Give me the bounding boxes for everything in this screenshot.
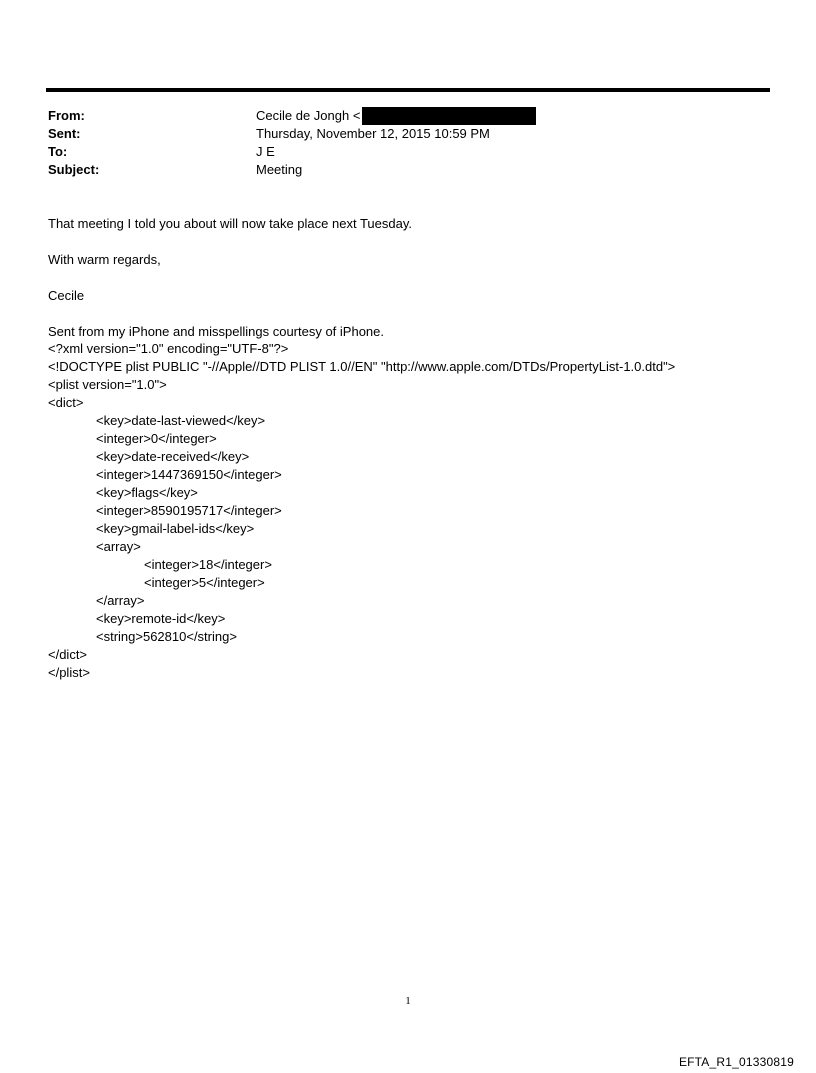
body-line-signature: Cecile [48,288,85,303]
redaction-block [362,107,536,125]
subject-value: Meeting [256,162,303,177]
plist-line: <array> [96,539,141,554]
page-number: 1 [405,995,411,1007]
sent-value: Thursday, November 12, 2015 10:59 PM [256,126,490,141]
plist-line: <key>gmail-label-ids</key> [96,521,255,536]
plist-line: <plist version="1.0"> [48,377,167,392]
plist-line: <string>562810</string> [96,629,237,644]
plist-line: </dict> [48,647,88,662]
sent-label: Sent: [48,126,81,141]
subject-label: Subject: [48,162,100,177]
plist-line: <integer>18</integer> [144,557,272,572]
body-line-message: That meeting I told you about will now take place next Tuesday. [48,216,412,231]
plist-line: <key>remote-id</key> [96,611,226,626]
from-label: From: [48,108,85,123]
plist-line: </plist> [48,665,90,680]
from-value [256,107,536,125]
body-line-closing: With warm regards, [48,252,161,267]
plist-line: <key>flags</key> [96,485,198,500]
from-sender: Cecile de Jongh < [256,108,361,123]
plist-line: <!DOCTYPE plist PUBLIC "-//Apple//DTD PLIST 1.0//EN" "http://www.apple.com/DTDs/PropertyList-1.0.dtd"> [48,359,676,374]
to-label: To: [48,144,68,159]
plist-line: <key>date-received</key> [96,449,250,464]
plist-line: <key>date-last-viewed</key> [96,413,266,428]
plist-line: <integer>0</integer> [96,431,217,446]
plist-line: </array> [96,593,145,608]
plist-line: <integer>1447369150</integer> [96,467,282,482]
plist-line: <integer>5</integer> [144,575,265,590]
plist-block [48,340,675,682]
document-id: EFTA_R1_01330819 [678,1055,794,1069]
plist-line: <dict> [48,395,84,410]
plist-line: <integer>8590195717</integer> [96,503,282,518]
plist-line: <?xml version="1.0" encoding="UTF-8"?> [48,341,289,356]
body-line-sent-from: Sent from my iPhone and misspellings courtesy of iPhone. [48,324,385,339]
to-value: J E [256,144,275,159]
header-rule [46,88,770,92]
